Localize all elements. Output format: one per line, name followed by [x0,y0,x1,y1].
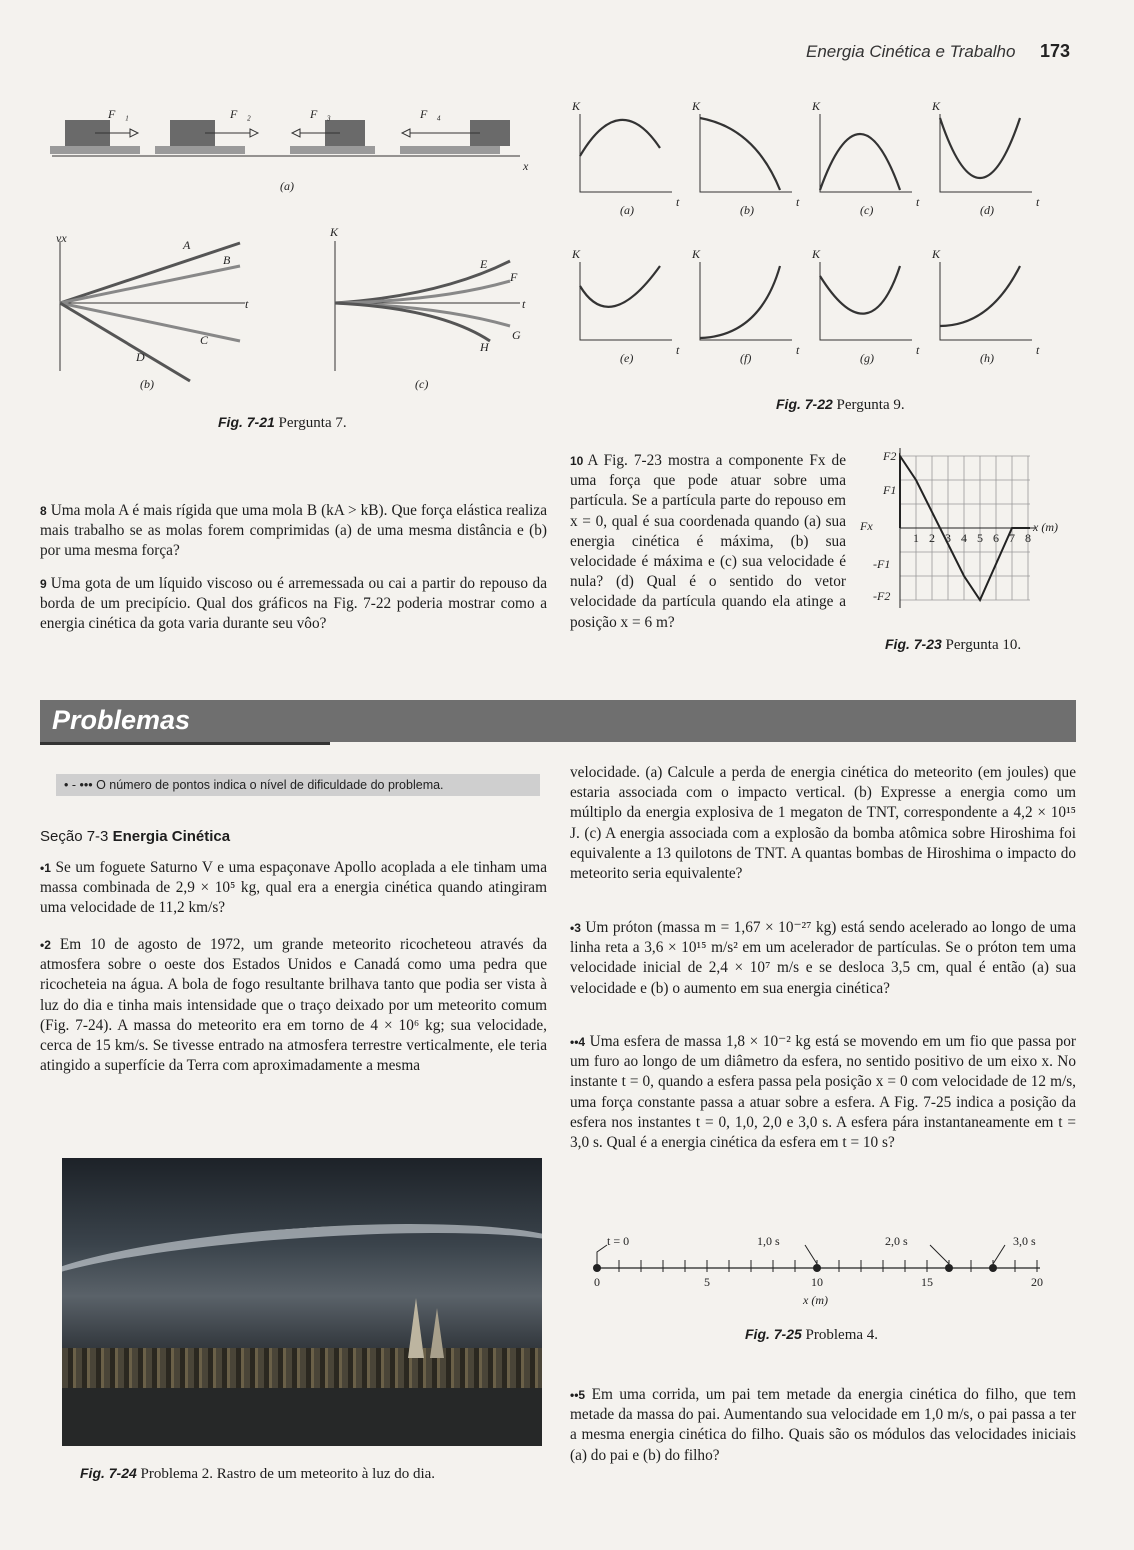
church-spires [408,1298,424,1358]
svg-text:A: A [183,238,191,252]
fig-7-23-tick-label: 4 [961,531,967,545]
svg-text:20: 20 [1031,1275,1043,1289]
city-skyline [62,1348,542,1388]
svg-text:F⃗₁: F⃗₁ [108,107,129,121]
svg-text:F: F [510,270,518,284]
fig-7-21-caption: Fig. 7-21 Pergunta 7. [218,414,347,431]
svg-text:F1: F1 [883,483,897,497]
fig-7-21a [50,107,529,193]
svg-text:F2: F2 [883,449,897,463]
problem-4: ••4 Uma esfera de massa 1,8 × 10⁻² kg está se movendo em um fio que passa por um furo ao longo de um diâmetro da esfera, no sentido positivo de um eixo x. No instante t = 0, quando a esfera passa pela posição x = 0 com velocidade de 12 m/s, uma força constante passa a atuar sobre a esfera. A Fig. 7-25 indica a posição da esfera nos instantes t = 0, 1,0, 2,0 e 3,0 s. A esfera pára instantaneamente em t = 3,0 s. Qual é a energia cinética da esfera em t = 10 s? [570,1033,1076,1152]
fig-7-22-x-label: t [676,343,680,357]
fig-7-23-tick-label: 2 [929,531,935,545]
fig-7-22-y-label: K [692,247,701,261]
banner-underline [40,742,330,745]
svg-text:-F2: -F2 [873,589,891,603]
question-9: 9 Uma gota de um líquido viscoso ou é arremessada ou cai a partir do repouso da borda de um precipício. Qual dos gráficos na Fig. 7-22 poderia mostrar como a energia cinética da gota varia durante seu vôo? [40,575,547,633]
figure-7-25 [585,1230,1065,1350]
fig-7-22-panel-tag: (c) [860,203,874,217]
fig-7-23-tick-label: 1 [913,531,919,545]
svg-text:t = 0: t = 0 [607,1234,630,1248]
fig-7-23-caption: Fig. 7-23 Pergunta 10. [885,636,1022,653]
svg-text:3,0 s: 3,0 s [1013,1234,1036,1248]
fig-7-22-panel-a [571,99,680,217]
section-heading: Seção 7-3 Energia Cinética [40,828,231,845]
fig-7-22-x-label: t [916,343,920,357]
fig-7-22-x-label: t [1036,195,1040,209]
fig-7-22-panel-tag: (d) [980,203,994,217]
svg-text:(b): (b) [140,377,154,391]
fig-7-23-tick-label: 5 [977,531,983,545]
fig-7-22-caption: Fig. 7-22 Pergunta 9. [776,396,905,413]
fig-7-22-panel-h [931,247,1040,365]
fig-7-22-x-label: t [796,195,800,209]
svg-text:C: C [200,333,209,347]
svg-text:F⃗₂: F⃗₂ [230,107,251,121]
fig-7-25-caption: Fig. 7-25 Problema 4. [745,1326,879,1343]
svg-text:0: 0 [594,1275,600,1289]
svg-text:x (m): x (m) [1033,520,1058,534]
fig-7-22-panel-c [811,99,920,217]
difficulty-note: • - ••• O número de pontos indica o nível de dificuldade do problema. [56,774,540,796]
fig-7-22-panel-e [571,247,680,365]
problems-title: Problemas [52,705,191,735]
fig-7-22-y-label: K [572,247,581,261]
fig-7-22-panel-tag: (b) [740,203,754,217]
svg-text:G: G [512,328,521,342]
svg-text:x: x [523,159,529,173]
fig-7-22-x-label: t [916,195,920,209]
church-spire-2 [430,1308,444,1358]
svg-text:10: 10 [811,1275,823,1289]
fig-7-22-panel-b [691,99,800,217]
svg-text:2,0 s: 2,0 s [885,1234,908,1248]
svg-text:t: t [245,297,249,311]
waterfront [62,1388,542,1446]
page-number: 173 [1040,41,1071,61]
svg-text:D: D [136,350,145,364]
fig-7-22-x-label: t [676,195,680,209]
figure-7-25-drawing [585,1230,1065,1315]
fig-7-22-panel-d [931,99,1040,217]
svg-text:(c): (c) [415,377,429,391]
svg-text:E: E [480,257,488,271]
fig-7-23-tick-label: 3 [945,531,951,545]
fig-7-22-panel-tag: (a) [620,203,634,217]
figure-7-23 [855,448,1085,663]
fig-7-22-x-label: t [1036,343,1040,357]
question-10: 10 A Fig. 7-23 mostra a componente Fx de uma força que pode atuar sobre uma partícula. Se a partícula parte do repouso em x = 0, qual é sua coordenada quando (a) sua energia cinética é máxima, (b) sua velocidade é máxima e (c) sua velocidade é nula? (d) Qual é o sentido do vetor velocidade da partícula quando ela atinge a posição x = 6 m? [570,452,846,631]
figure-7-21-drawing [40,96,560,426]
fig-7-22-y-label: K [932,247,941,261]
figure-7-21 [40,96,560,431]
problem-2-continued: velocidade. (a) Calcule a perda de energia cinética do meteorito (em joules) que estaria associada com o impacto vertical. (b) Expresse a energia como um múltiplo da energia explosiva de 1 megaton de TNT, correspondente a 4,2 × 10¹⁵ J. (c) A energia associada com a explosão da bomba atômica sobre Hiroshima foi equivalente a 13 quilotons de TNT. A quantas bombas de Hiroshima o impacto do meteorito seria equivalente? [570,764,1076,883]
problem-5: ••5 Em uma corrida, um pai tem metade da energia cinética do filho, que tem metade da massa do pai. Aumentando sua velocidade em 1,0 m/s, o pai passa a ter a mesma energia cinética do filho. Quais são os módulos das velocidades iniciais (a) do pai e (b) do filho? [570,1386,1076,1464]
fig-7-22-panel-g [811,247,920,365]
svg-text:-F1: -F1 [873,557,891,571]
fig-7-22-panel-tag: (e) [620,351,634,365]
svg-text:x (m): x (m) [803,1293,828,1307]
fig-7-21c [329,225,526,391]
fig-7-22-panel-f [691,247,800,365]
svg-text:t: t [522,297,526,311]
fig-7-22-panel-tag: (g) [860,351,874,365]
fig-7-22-y-label: K [812,247,821,261]
question-8: 8 Uma mola A é mais rígida que uma mola B (kA > kB). Que força elástica realiza mais trabalho se as molas forem comprimidas (a) de uma mesma distância e (b) por uma mesma força? [40,502,547,560]
fig-7-22-panel-tag: (h) [980,351,994,365]
svg-text:1,0 s: 1,0 s [757,1234,780,1248]
fig-7-22-y-label: K [812,99,821,113]
fig-7-23-tick-label: 6 [993,531,999,545]
figure-7-22-drawing [570,96,1085,396]
fig-7-23-tick-label: 8 [1025,531,1031,545]
figure-7-23-drawing [855,448,1085,618]
fig-7-22-y-label: K [572,99,581,113]
fig-7-22-panel-tag: (f) [740,351,752,365]
svg-text:H: H [480,340,489,354]
problems-banner [40,700,1076,742]
meteor-trail [62,1209,542,1338]
fig-7-22-y-label: K [692,99,701,113]
fig-7-22-y-label: K [932,99,941,113]
figure-7-24-photo [62,1158,542,1446]
svg-text:5: 5 [704,1275,710,1289]
fig-7-21b [56,231,249,391]
problem-1: •1 Se um foguete Saturno V e uma espaçonave Apollo acoplada a ele tinham uma massa combinada de 2,9 × 10⁵ kg, qual era a energia cinética quando atingiram uma velocidade de 11,2 km/s? [40,859,547,917]
problem-3: •3 Um próton (massa m = 1,67 × 10⁻²⁷ kg) está sendo acelerado ao longo de uma linha reta a 3,6 × 10¹⁵ m/s² em um acelerador de partículas. Se o próton tem uma velocidade inicial de 2,4 × 10⁷ m/s e se desloca 3,5 cm, qual é então (a) sua velocidade e (b) o aumento em sua energia cinética? [570,919,1076,997]
problem-2: •2 Em 10 de agosto de 1972, um grande meteorito ricocheteou através da atmosfera sobre o oeste dos Estados Unidos e Canadá como uma pedra que ricocheteia na água. A bola de fogo resultante brilhava tanto que podia ser vista à luz do dia e tinha mais intensidade que o traço deixado por um meteorito comum (Fig. 7-24). A massa do meteorito era em torno de 4 × 10⁶ kg; sua velocidade, cerca de 15 km/s. Se tivesse entrado na atmosfera terrestre verticalmente, ele teria atingido a superfície da Terra com aproximadamente a mesma [40,936,548,1075]
svg-text:K: K [330,225,339,239]
svg-text:15: 15 [921,1275,933,1289]
svg-text:vx: vx [56,231,67,245]
svg-text:(a): (a) [280,179,294,193]
figure-7-22 [570,96,1085,421]
fig-7-23-tick-label: 7 [1009,531,1015,545]
fig-7-24-caption: Fig. 7-24 Problema 2. Rastro de um meteorito à luz do dia. [80,1465,436,1482]
fig-7-22-x-label: t [796,343,800,357]
svg-text:Fx: Fx [860,519,873,533]
svg-text:B: B [223,253,231,267]
svg-text:F⃗₃: F⃗₃ [310,107,331,121]
svg-text:F⃗₄: F⃗₄ [420,107,441,121]
running-header-title: Energia Cinética e Trabalho [806,42,1016,61]
